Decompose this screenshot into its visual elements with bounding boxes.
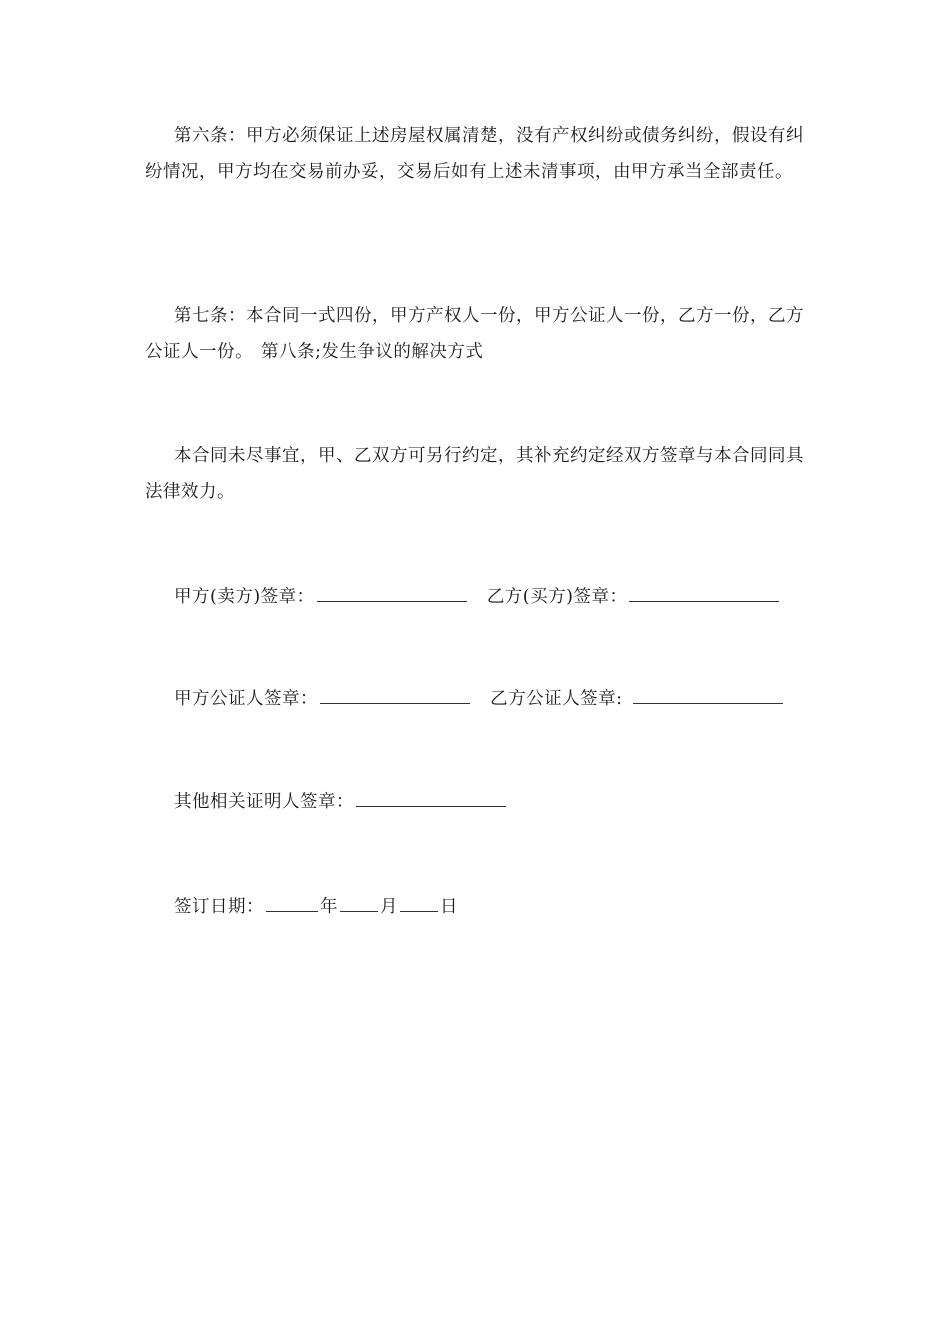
date-label: 签订日期： [174, 897, 264, 917]
year-label: 年 [320, 897, 338, 917]
article-6-text: 第六条：甲方必须保证上述房屋权属清楚，没有产权纠纷或债务纠纷，假设有纠纷情况，甲方均在交易前办妥，交易后如有上述未清事项，由甲方承当全部责任。 [145, 126, 804, 182]
other-witness-signature-blank [356, 805, 506, 807]
party-b-buyer-label: 乙方(买方)签章： [486, 587, 628, 607]
supplement-text: 本合同未尽事宜，甲、乙双方可另行约定，其补充约定经双方签章与本合同同具法律效力。 [145, 446, 804, 502]
year-blank [266, 910, 318, 912]
month-label: 月 [380, 897, 398, 917]
party-a-notary-label: 甲方公证人签章： [174, 689, 318, 709]
day-blank [400, 910, 438, 912]
party-signature-row [174, 582, 781, 612]
party-b-notary-signature-blank [633, 702, 783, 704]
notary-signature-row [174, 684, 785, 714]
article-6-paragraph [145, 118, 805, 190]
party-a-notary-signature-blank [320, 702, 470, 704]
other-witness-label: 其他相关证明人签章： [174, 792, 354, 812]
supplement-paragraph [145, 438, 805, 510]
party-b-notary-label: 乙方公证人签章: [490, 689, 623, 709]
signing-date-row [174, 892, 458, 922]
article-7-text: 第七条：本合同一式四份，甲方产权人一份，甲方公证人一份，乙方一份，乙方公证人一份。 [145, 306, 804, 362]
month-blank [340, 910, 378, 912]
article-7-paragraph [145, 298, 805, 370]
party-a-seller-signature-blank [317, 600, 467, 602]
witness-signature-row [174, 787, 508, 817]
article-8-text: 第八条;发生争议的解决方式 [261, 342, 484, 362]
day-label: 日 [440, 897, 458, 917]
party-a-seller-label: 甲方(卖方)签章： [174, 587, 315, 607]
party-b-buyer-signature-blank [629, 600, 779, 602]
